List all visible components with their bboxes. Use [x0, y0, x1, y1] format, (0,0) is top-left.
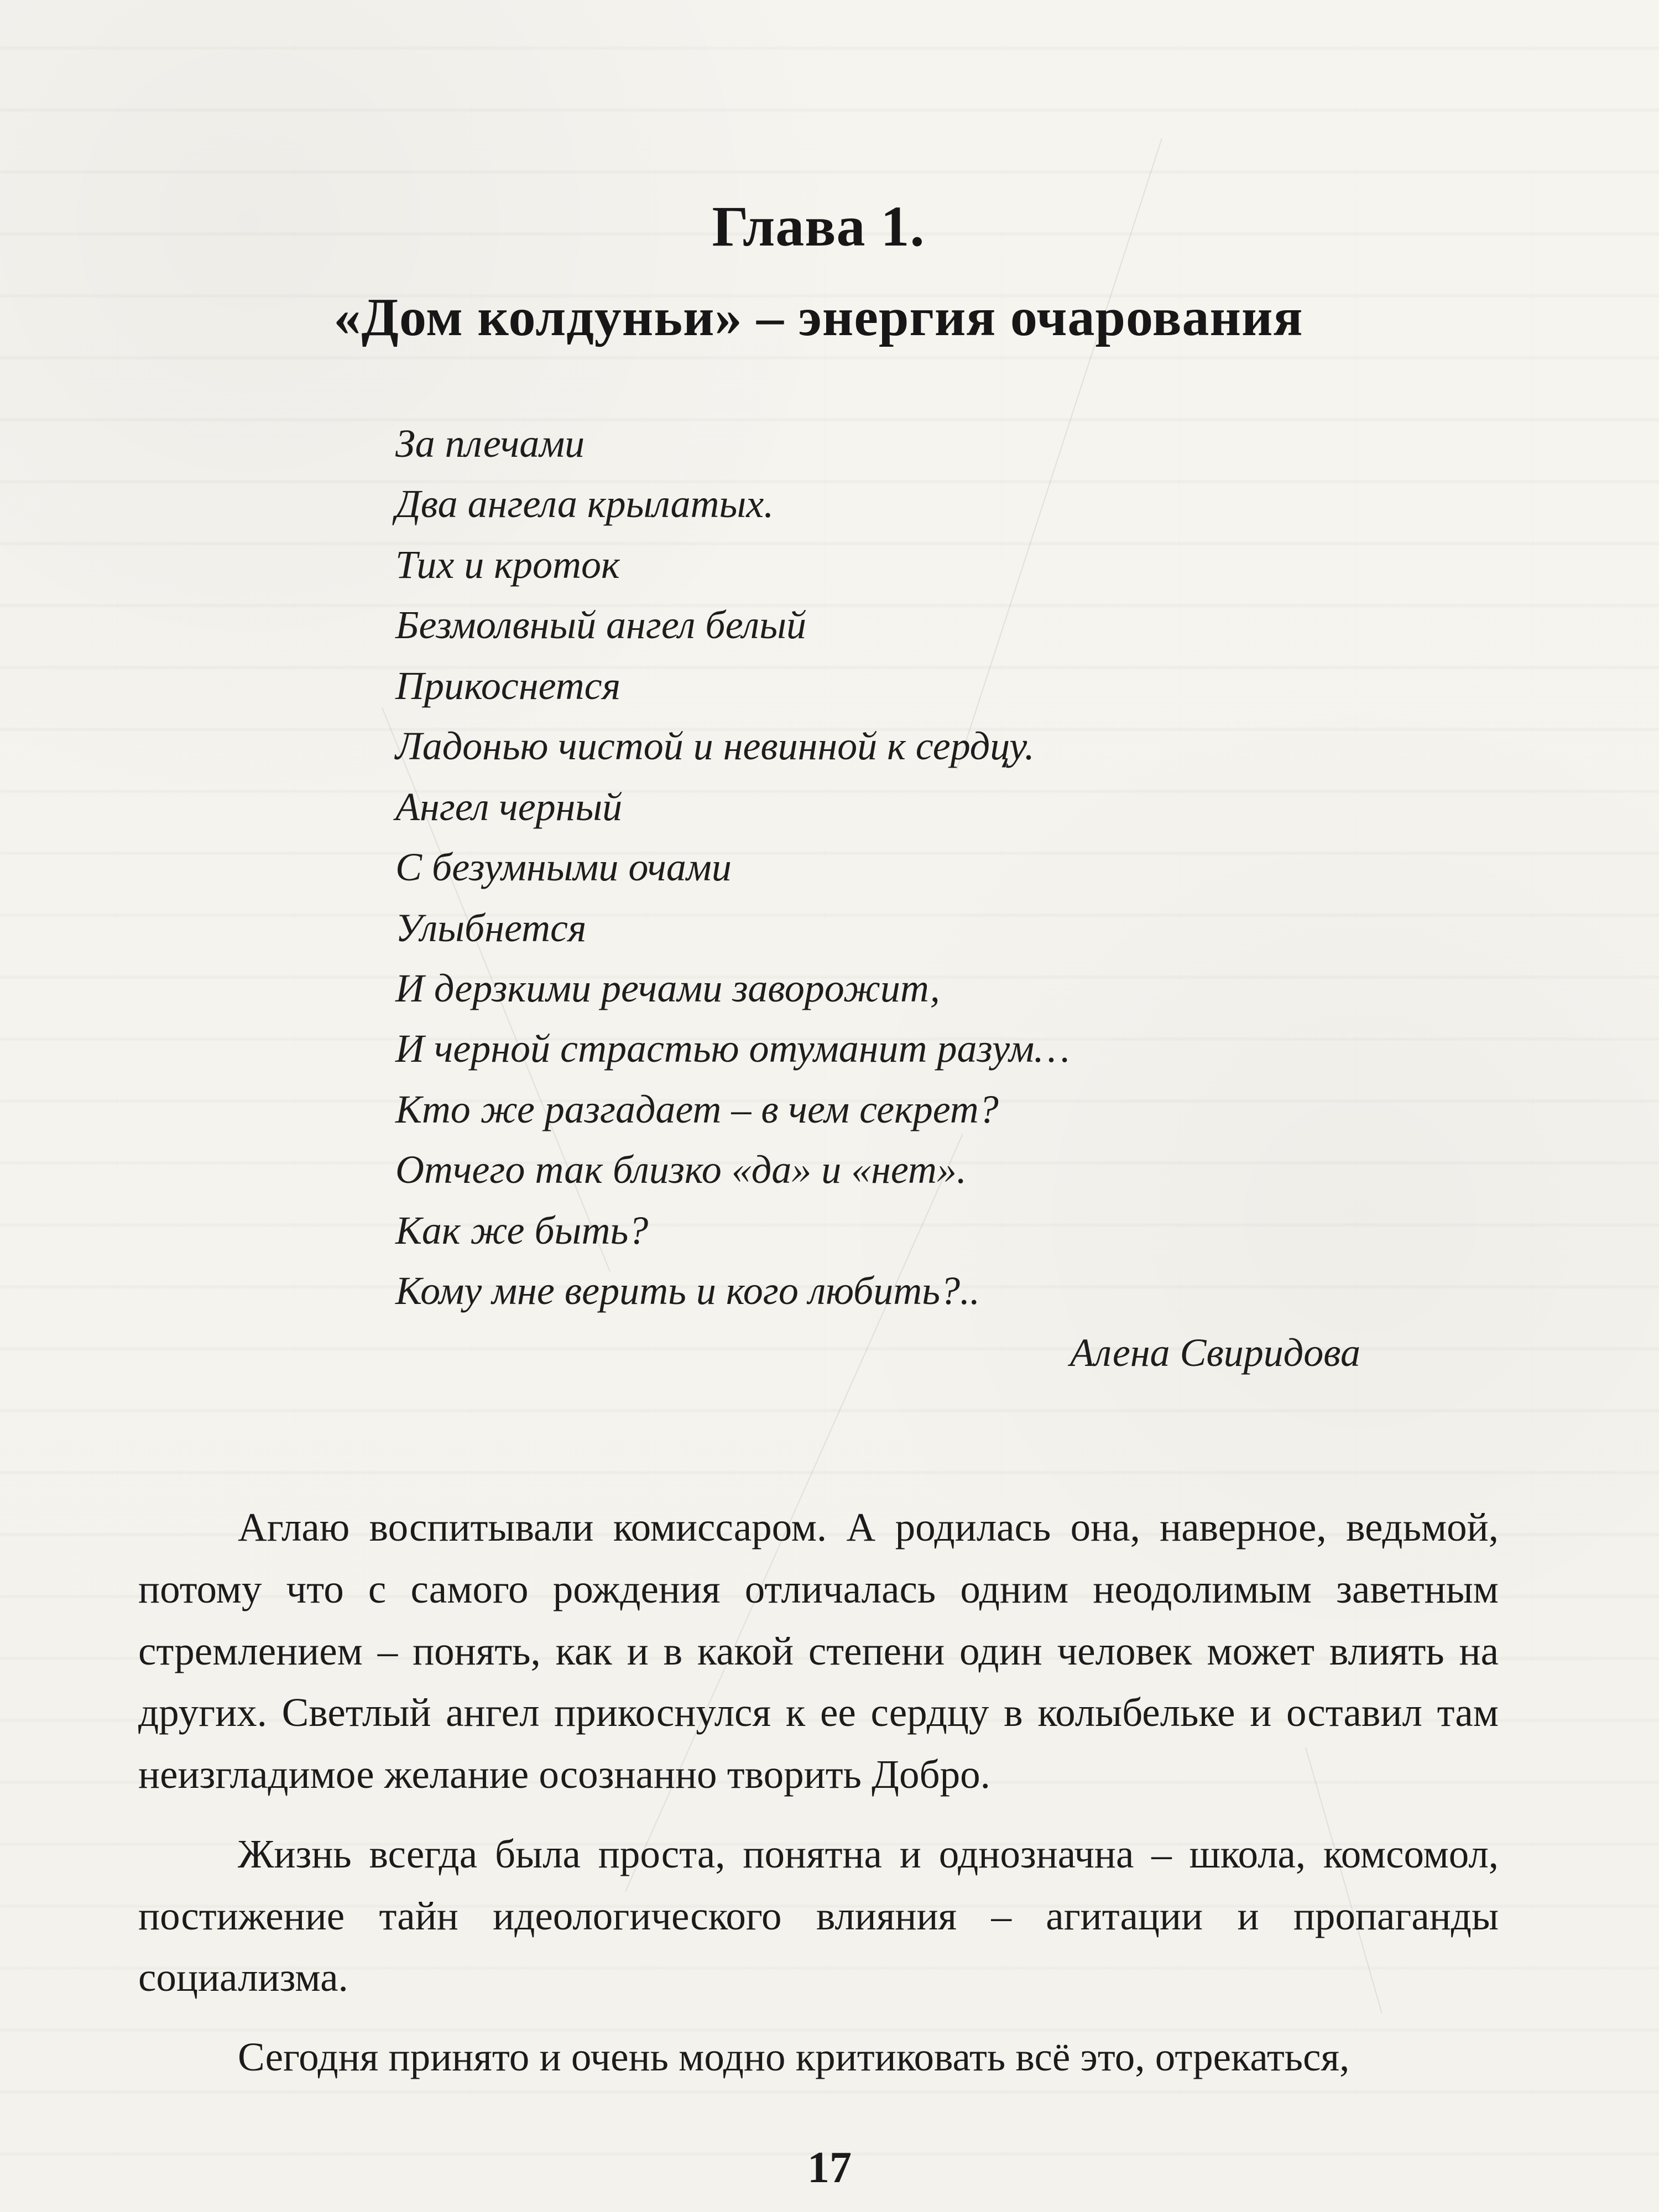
poem-line: Безмолвный ангел белый	[395, 603, 806, 648]
poem-line: Два ангела крылатых.	[395, 482, 774, 526]
poem-author: Алена Свиридова	[1070, 1330, 1360, 1375]
page-number: 17	[807, 2143, 852, 2192]
poem-line: И дерзкими речами заворожит,	[395, 966, 940, 1010]
poem-line: Ладонью чистой и невинной к сердцу.	[395, 724, 1035, 769]
poem-line: Тих и кроток	[395, 542, 620, 587]
poem-line: Как же быть?	[395, 1208, 649, 1253]
paragraph: Сегодня принято и очень модно критиковать всё это, отрекаться,	[238, 2034, 1350, 2079]
poem-line: Отчего так близко «да» и «нет».	[395, 1147, 967, 1192]
poem-line: Кто же разгадает – в чем секрет?	[395, 1087, 999, 1131]
chapter-subtitle: «Дом колдуньи» – энергия очарования	[333, 288, 1303, 348]
poem-line: С безумными очами	[395, 845, 732, 890]
poem-line: За плечами	[395, 421, 585, 466]
poem-line: Ангел черный	[395, 784, 623, 829]
poem-line: Улыбнется	[395, 905, 587, 950]
poem-line: Кому мне верить и кого любить?..	[395, 1269, 980, 1313]
page-content	[138, 196, 1499, 2106]
paragraph: Аглаю воспитывали комиссаром. А родилась она, наверное, ведьмой, потому что с самого рождения отличалась одним неодолимым заветным стремлением – понять, как и в какой степени один человек может влиять на других. Светлый ангел прикоснулся к ее сердцу в колыбельке и оставил там неизгладимое желание осознанно творить Добро.	[138, 1505, 1499, 1797]
poem-line: Прикоснется	[395, 663, 621, 708]
chapter-title: Глава 1.	[712, 195, 925, 258]
poem-line: И черной страстью отуманит разум…	[395, 1026, 1070, 1071]
chapter-text	[138, 1496, 1499, 2088]
paragraph: Жизнь всегда была проста, понятна и однозначна – школа, комсомол, постижение тайн идеологического влияния – агитации и пропаганды социализма.	[138, 1831, 1499, 2000]
epigraph-poem	[395, 414, 1418, 1322]
